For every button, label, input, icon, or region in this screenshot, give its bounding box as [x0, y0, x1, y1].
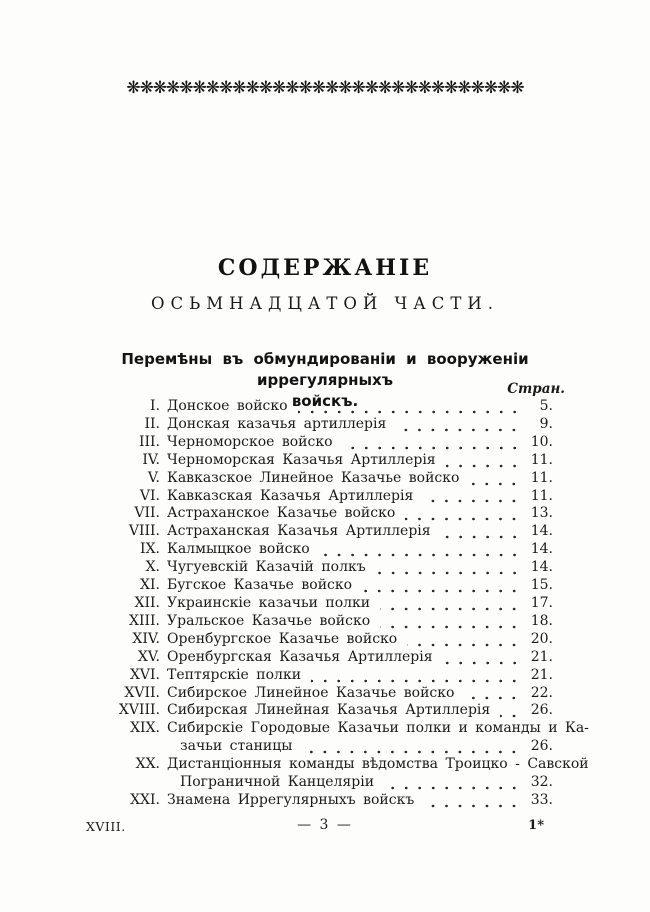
toc-entry-title: Тептярскіе полки	[167, 666, 302, 683]
dot-leader	[302, 750, 521, 754]
toc-entry-page-number: 33.	[530, 791, 553, 808]
toc-entry-title: Сибирская Линейная Казачья Артиллерія	[167, 702, 491, 719]
toc-entry-numeral: IV.	[142, 451, 160, 468]
toc-entry-line	[98, 541, 553, 559]
dot-leader	[311, 679, 521, 683]
toc-entry-page-number: 9.	[539, 415, 553, 432]
dot-leader	[405, 517, 521, 521]
dot-leader	[443, 661, 521, 665]
dot-leader	[407, 643, 521, 647]
toc-entry-title: Астраханская Казачья Артиллерія	[167, 523, 431, 540]
dot-leader	[424, 804, 521, 808]
page-title: СОДЕРЖАНІЕ	[217, 255, 433, 281]
toc-entry-line	[98, 488, 553, 506]
toc-entry-numeral: XVII.	[124, 684, 160, 701]
toc-entry-title: Кавказская Казачья Артиллерія	[167, 487, 414, 504]
toc-entry-title: Донское войско	[167, 398, 288, 414]
page-column-header: Стран.	[507, 381, 565, 397]
toc-entry-numeral: XVIII.	[118, 702, 160, 719]
toc-entry-page-number: 22.	[530, 684, 553, 701]
toc-entry-numeral: XVI.	[129, 666, 160, 683]
toc-entry-title: Бугское Казачье войско	[167, 577, 353, 594]
footer-sheet-mark: 1*	[528, 818, 544, 833]
dot-leader	[380, 607, 521, 611]
toc-entry-page-number: 18.	[530, 612, 553, 629]
toc-entry-numeral: XIX.	[130, 720, 160, 737]
toc-entry-page-number: 10.	[530, 433, 553, 450]
toc-entry-page-number: 14.	[530, 523, 553, 540]
toc-entry-page-number: 21.	[530, 666, 553, 683]
toc-entry-numeral: XX.	[135, 756, 160, 773]
toc-entry-line	[98, 792, 553, 810]
toc-entry-line	[98, 559, 553, 577]
toc-entry-line	[98, 738, 553, 756]
toc-entry-page-number: 11.	[530, 487, 553, 504]
toc-entry-line	[98, 577, 553, 595]
toc-entry-line	[98, 416, 553, 434]
toc-entry-page-number: 13.	[530, 505, 553, 522]
dot-leader	[464, 696, 521, 700]
toc-entry-page-number: 20.	[530, 630, 553, 647]
toc-entry-page-number: 26.	[530, 702, 553, 719]
footer-page-number: — 3 —	[297, 817, 353, 833]
toc-entry-numeral: VIII.	[128, 523, 160, 540]
toc-entry-line	[98, 702, 553, 720]
dot-leader	[446, 464, 521, 468]
toc-entry-numeral: II.	[144, 415, 160, 432]
toc-entry-line	[98, 756, 589, 774]
toc-entry-numeral: VII.	[134, 505, 160, 522]
toc-entry-title: Черноморская Казачья Артиллерія	[167, 451, 436, 468]
toc-entry-title: Калмыцкое войско	[167, 541, 310, 558]
toc-entry-line	[98, 523, 553, 541]
section-heading-line1: Перемѣны въ обмундированіи и вооруженіи иррегулярныхъ	[121, 350, 529, 389]
toc-entry-title: Оренбургская Казачья Артиллерія	[167, 648, 433, 665]
toc-entry-title: Сибирскіе Городовые Казачьи полки и команды и Ка-	[167, 720, 589, 737]
toc-entry-title: Пограничной Канцеляріи	[180, 774, 375, 791]
dot-leader	[384, 786, 521, 790]
toc-entry-title: Кавказское Линейное Казачье войско	[167, 469, 460, 486]
toc-entry-title: Донская казачья артиллерія	[167, 415, 387, 432]
toc-entry-page-number: 26.	[530, 738, 553, 755]
toc-entry-line	[98, 720, 589, 738]
toc-entry-numeral: I.	[150, 398, 160, 414]
toc-entry-line	[98, 452, 553, 470]
toc-entry-page-number: 14.	[530, 559, 553, 576]
section-heading-line2: войскъ.	[291, 392, 359, 410]
toc-entry-page-number: 17.	[530, 594, 553, 611]
toc-entry-page-number: 15.	[530, 577, 553, 594]
toc-entry-title: зачьи станицы	[180, 738, 293, 755]
toc-entry-numeral: V.	[147, 469, 160, 486]
toc-entry-line	[98, 398, 553, 416]
toc-entry-numeral: XIV.	[132, 630, 160, 647]
toc-entry-title: Чугуевскій Казачій полкъ	[167, 559, 366, 576]
toc-entry-line	[98, 434, 553, 452]
toc-list	[98, 398, 589, 810]
toc-entry-page-number: 11.	[530, 469, 553, 486]
toc-entry-page-number: 11.	[530, 451, 553, 468]
toc-entry-numeral: VI.	[139, 487, 160, 504]
dot-leader	[441, 535, 521, 539]
page-subtitle: ОСЬМНАДЦАТОЙ ЧАСТИ.	[150, 294, 500, 313]
toc-entry-numeral: III.	[138, 433, 160, 450]
toc-entry-numeral: IX.	[140, 541, 160, 558]
toc-entry-numeral: XXI.	[130, 791, 160, 808]
ornament-band-icon: ❋❋❋❋❋❋❋❋❋❋❋❋❋❋❋❋❋❋❋❋❋❋❋❋❋❋❋❋❋❋	[126, 78, 524, 98]
footer-signature-mark: XVIII.	[86, 819, 126, 834]
toc-entry-numeral: X.	[145, 559, 160, 576]
toc-entry-line	[98, 505, 553, 523]
toc-entry-title: Знамена Иррегулярныхъ войскъ	[167, 791, 415, 808]
toc-entry-line	[98, 631, 553, 649]
toc-entry-page-number: 5.	[539, 398, 553, 414]
toc-entry-title: Украинскіе казачьи полки	[167, 594, 371, 611]
toc-entry-numeral: XV.	[137, 648, 160, 665]
dot-leader	[376, 571, 521, 575]
dot-leader	[469, 482, 521, 486]
toc-entry-title: Черноморское войско	[167, 433, 333, 450]
toc-entry-numeral: XIII.	[128, 612, 160, 629]
dot-leader	[320, 553, 521, 557]
toc-entry-line	[98, 685, 553, 703]
toc-entry-numeral: XI.	[140, 577, 160, 594]
toc-entry-page-number: 32.	[530, 774, 553, 791]
toc-entry-title: Дистанціонныя команды вѣдомства Троицко - Савской	[167, 756, 589, 773]
dot-leader	[380, 625, 521, 629]
toc-entry-title: Уральское Казачье войско	[167, 612, 371, 629]
toc-entry-page-number: 21.	[530, 648, 553, 665]
dot-leader	[298, 410, 521, 414]
toc-entry-title: Оренбургское Казачье войско	[167, 630, 398, 647]
dot-leader	[423, 499, 521, 503]
toc-entry-title: Сибирское Линейное Казачье войско	[167, 684, 455, 701]
page-footer	[0, 817, 650, 837]
dot-leader	[362, 589, 521, 593]
toc-entry-line	[98, 774, 553, 792]
toc-entry-line	[98, 649, 553, 667]
dot-leader	[500, 714, 521, 718]
toc-entry-line	[98, 595, 553, 613]
toc-entry-line	[98, 667, 553, 685]
toc-entry-line	[98, 470, 553, 488]
dot-leader	[343, 446, 521, 450]
toc-entry-title: Астраханское Казачье войско	[167, 505, 396, 522]
toc-entry-numeral: XII.	[134, 594, 160, 611]
dot-leader	[396, 428, 521, 432]
toc-entry-page-number: 14.	[530, 541, 553, 558]
toc-entry-line	[98, 613, 553, 631]
